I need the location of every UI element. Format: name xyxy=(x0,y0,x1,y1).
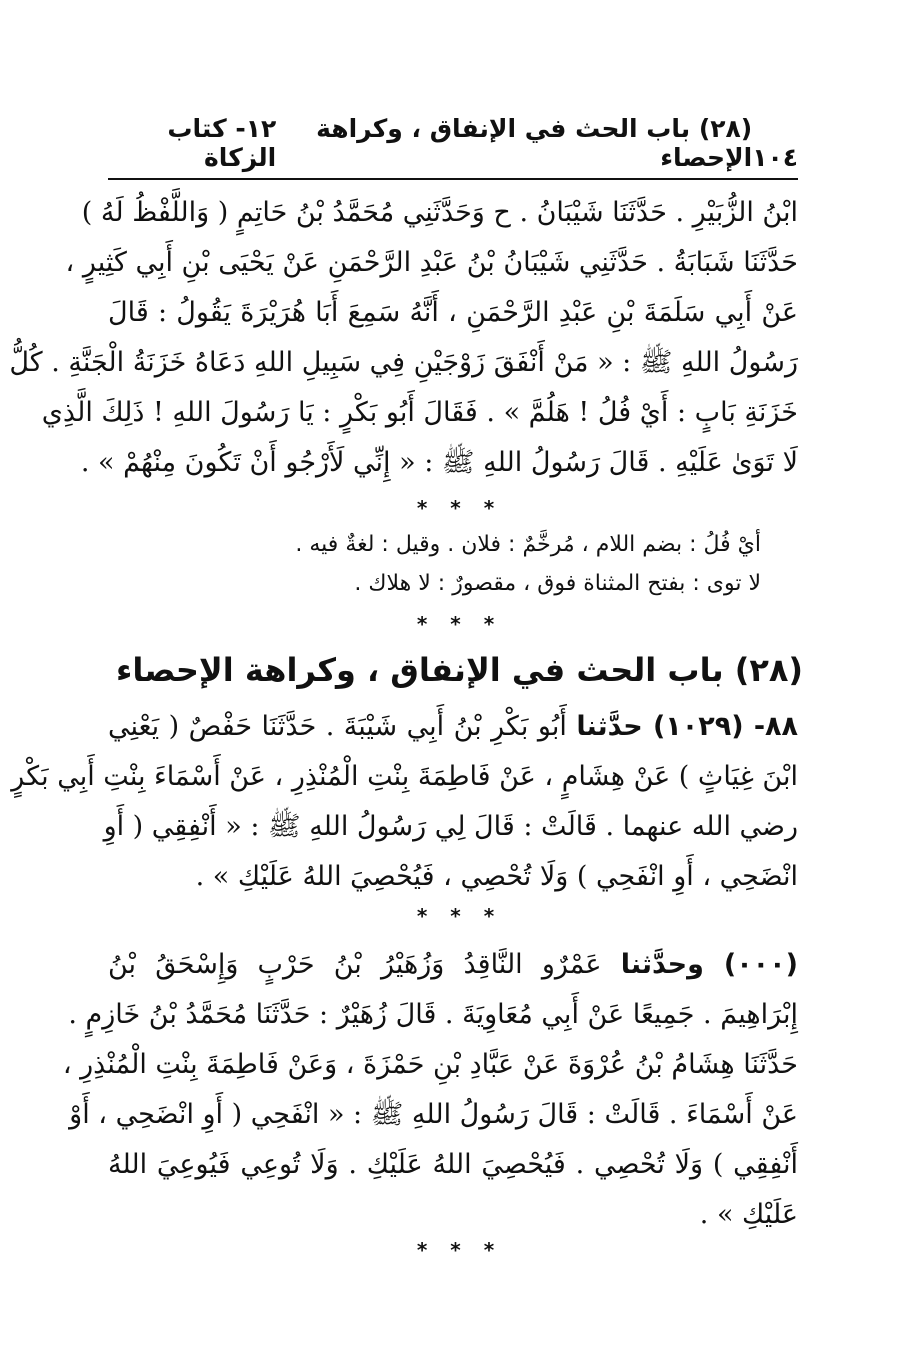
hadith-continuation xyxy=(9,188,798,488)
section-separator: * * * xyxy=(416,904,503,928)
text-line: أَنْفِقِي ) وَلَا تُحْصِي . فَيُحْصِيَ اللهُ عَلَيْكِ . وَلَا تُوعِي فَيُوعِيَ اللهُ xyxy=(108,1149,798,1180)
text-line: حَدَّثَنَا شَبَابَةُ . حَدَّثَنِي شَيْبَانُ بْنُ عَبْدِ الرَّحْمَنِ عَنْ يَحْيَى بْنِ أَبِي كَثِيرٍ ، xyxy=(65,247,798,278)
text-line: خَزَنَةِ بَابٍ : أَيْ فُلُ ! هَلُمَّ » . فَقَالَ أَبُو بَكْرٍ : يَا رَسُولَ اللهِ ! ذَلِكَ الَّذِي xyxy=(41,397,798,428)
header-divider xyxy=(108,178,798,180)
book-title: ١٢- كتاب الزكاة xyxy=(167,114,277,172)
text-line: انْضَحِي ، أَوِ انْفَحِي ) وَلَا تُحْصِي ، فَيُحْصِيَ اللهُ عَلَيْكِ » . xyxy=(195,861,798,892)
gloss-note: أيْ فُلُ : بضم اللام ، مُرخَّمٌ : فلان . وقيل : لغةٌ فيه . xyxy=(295,532,761,557)
page-number: ١٠٤ xyxy=(752,143,798,172)
text-segment: أَبُو بَكْرِ بْنُ أَبِي شَيْبَةَ . حَدَّثَنَا حَفْصٌ ( يَعْنِي xyxy=(108,711,567,742)
text-line: لَا تَوَىٰ عَلَيْهِ . قَالَ رَسُولُ اللهِ ﷺ : « إِنِّي لَأَرْجُو أَنْ تَكُونَ مِنْهُمْ » . xyxy=(80,447,798,478)
hadith-number: (٠٠٠) وحدَّثنا xyxy=(620,949,798,980)
section-separator: * * * xyxy=(416,612,503,636)
text-line: حَدَّثَنَا هِشَامُ بْنُ عُرْوَةَ عَنْ عَبَّادِ بْنِ حَمْزَةَ ، وَعَنْ فَاطِمَةَ بِنْتِ الْمُنْذِرِ ، xyxy=(62,1049,798,1080)
section-separator: * * * xyxy=(416,496,503,520)
text-line xyxy=(108,702,798,752)
text-line: عَلَيْكِ » . xyxy=(699,1199,798,1230)
text-line: عَنْ أَسْمَاءَ . قَالَتْ : قَالَ رَسُولُ اللهِ ﷺ : « انْفَحِي ( أَوِ انْضَحِي ، أَوْ xyxy=(69,1099,798,1130)
section-separator: * * * xyxy=(416,1238,503,1262)
hadith-000 xyxy=(62,940,798,1240)
text-line: عَنْ أَبِي سَلَمَةَ بْنِ عَبْدِ الرَّحْمَنِ ، أَنَّهُ سَمِعَ أَبَا هُرَيْرَةَ يَقُولُ : قَالَ xyxy=(108,297,798,328)
text-line: إِبْرَاهِيمَ . جَمِيعًا عَنْ أَبِي مُعَاوِيَةَ . قَالَ زُهَيْرٌ : حَدَّثَنَا مُحَمَّدُ بْنُ خَازِمٍ . xyxy=(68,999,798,1030)
hadith-1029 xyxy=(11,702,799,902)
page-header xyxy=(108,114,798,172)
running-title: (٢٨) باب الحث في الإنفاق ، وكراهة الإحصاء xyxy=(316,114,753,172)
chapter-heading: (٢٨) باب الحث في الإنفاق ، وكراهة الإحصاء xyxy=(115,651,804,689)
text-segment: عَمْرٌو النَّاقِدُ وَزُهَيْرُ بْنُ حَرْبٍ وَإِسْحَقُ بْنُ xyxy=(108,949,602,980)
hadith-number: ٨٨- (١٠٢٩) حدَّثنا xyxy=(576,711,799,742)
text-line: ابْنَ غِيَاثٍ ) عَنْ هِشَامٍ ، عَنْ فَاطِمَةَ بِنْتِ الْمُنْذِرِ ، عَنْ أَسْمَاءَ بِنْتِ أَبِي بَكْرٍ xyxy=(11,761,798,792)
text-line xyxy=(108,940,798,990)
gloss-note: لا توى : بفتح المثناة فوق ، مقصورٌ : لا هلاك . xyxy=(354,571,761,596)
text-line: رضي الله عنهما . قَالَتْ : قَالَ لِي رَسُولُ اللهِ ﷺ : « أَنْفِقِي ( أَوِ xyxy=(103,811,798,842)
text-line: ابْنُ الزُّبَيْرِ . حَدَّثَنَا شَيْبَانُ . ح وَحَدَّثَنِي مُحَمَّدُ بْنُ حَاتِمٍ ( وَاللَّفْظُ لَهُ ) xyxy=(81,197,798,228)
text-line: رَسُولُ اللهِ ﷺ : « مَنْ أَنْفَقَ زَوْجَيْنِ فِي سَبِيلِ اللهِ دَعَاهُ خَزَنَةُ الْجَنَّةِ . كُلُّ xyxy=(9,347,798,378)
